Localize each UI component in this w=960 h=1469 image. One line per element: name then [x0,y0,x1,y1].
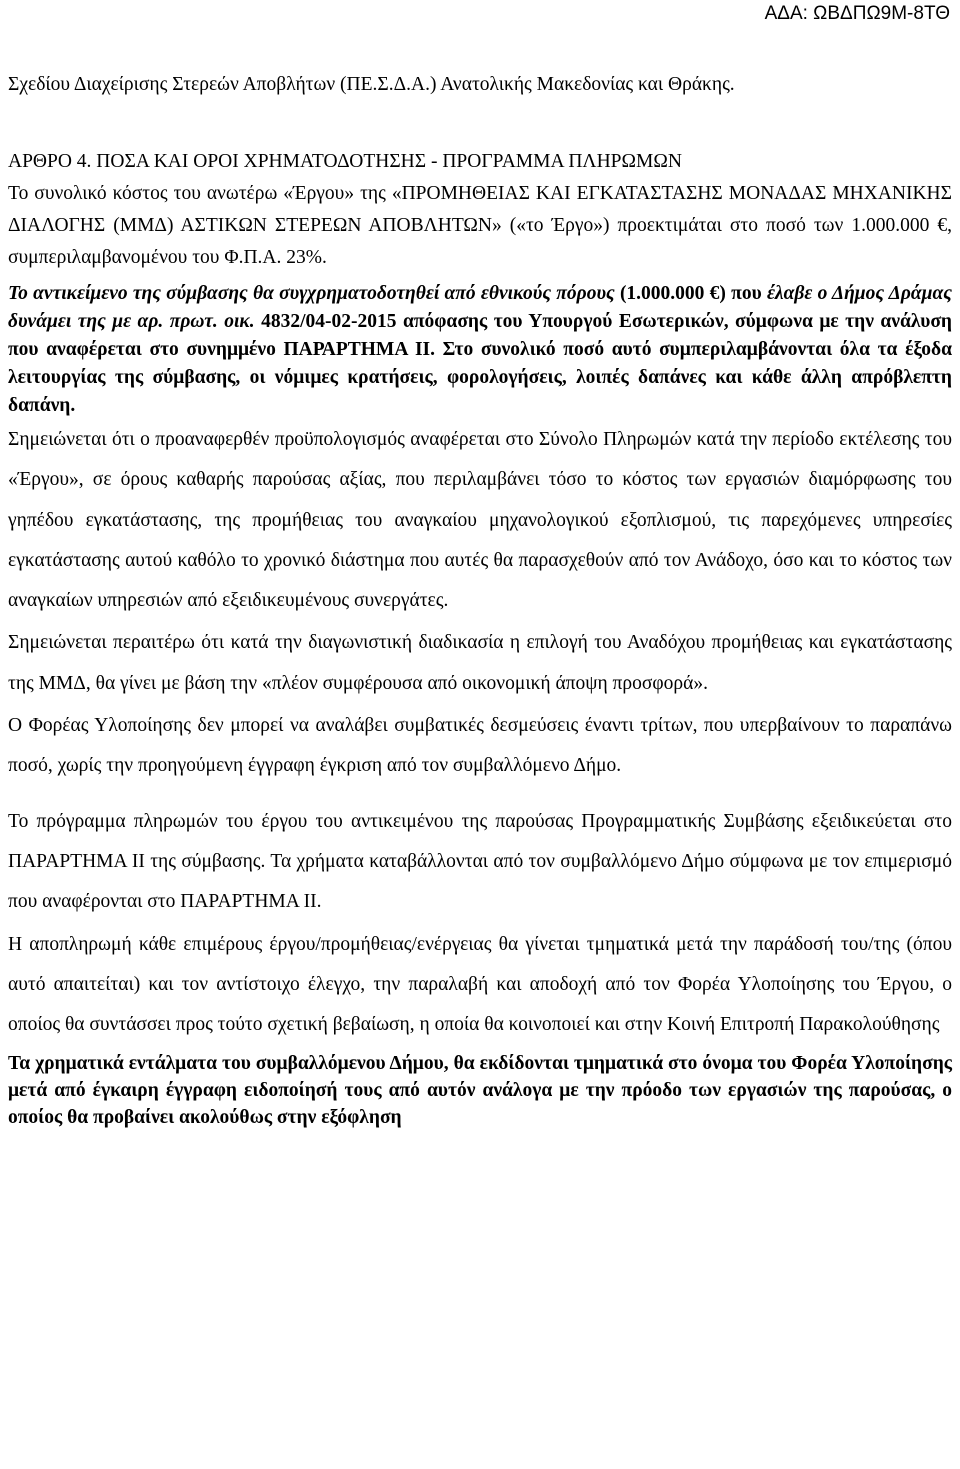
project-name: «ΠΡΟΜΗΘΕΙΑΣ ΚΑΙ ΕΓΚΑΤΑΣΤΑΣΗΣ ΜΟΝΑΔΑΣ ΜΗΧΑΝΙΚΗΣ ΔΙΑΛΟΓΗΣ (ΜΜΔ) ΑΣΤΙΚΩΝ ΣΤΕΡΕΩΝ ΑΠΟΒΛΗΤΩΝ» («το Έργο») [8,183,952,236]
funding-italic-2: έλαβε ο Δήμος Δράμας δυνάμει της με αρ. πρωτ. οικ. [8,283,952,332]
funding-italic-1: Το αντικείμενο της σύμβασης θα συγχρηματοδοτηθεί από εθνικούς πόρους [8,283,615,304]
funding-plain-1: (1.000.000 €) που [614,283,767,304]
document-body [8,70,952,1131]
ada-code: ΑΔΑ: ΩΒΔΠΩ9Μ-8ΤΘ [764,3,950,24]
final-bold-paragraph: Τα χρηματικά εντάλματα του συμβαλλόμενου Δήμου, θα εκδίδονται τμηματικά στο όνομα του Φορέα Υλοποίησης μετά από έγκαιρη έγγραφη ειδοποίησή τους από αυτόν ανάλογα με την πρόοδο των εργασιών της παρούσας, ο οποίος θα προβαίνει ακολούθως στην εξόφληση [8,1053,952,1129]
limit-note-paragraph: Ο Φορέας Υλοποίησης δεν μπορεί να αναλάβει συμβατικές δεσμεύσεις έναντι τρίτων, που υπερβαίνουν το παραπάνω ποσό, χωρίς την προηγούμενη έγγραφη έγκριση από τον συμβαλλόμενο Δήμο. [8,715,952,777]
cost-text-start: Το συνολικό κόστος του ανωτέρω «Έργου» της [8,183,392,204]
selection-note-paragraph: Σημειώνεται περαιτέρω ότι κατά την διαγωνιστική διαδικασία η επιλογή του Αναδόχου προμήθειας και εγκατάστασης της ΜΜΔ, θα γίνει με βάση την «πλέον συμφέρουσα από οικονομική άποψη προσφορά». [8,632,952,694]
cost-paragraph [8,146,952,274]
funding-plain-3: . Στο συνολικό ποσό αυτό συμπεριλαμβάνονται όλα τα έξοδα λειτουργίας της σύμβασης, οι νόμιμες κρατήσεις, φορολογήσεις, λοιπές δαπάνες και κάθε άλλη απρόβλεπτη δαπάνη. [8,339,953,416]
funding-plain-2: 4832/04-02-2015 απόφασης του Υπουργού Εσωτερικών, σύμφωνα με την ανάλυση που αναφέρεται στο συνημμένο ΠΑΡΑΡΤΗΜΑ ΙΙ [8,311,953,360]
budget-note-paragraph: Σημειώνεται ότι ο προαναφερθέν προϋπολογισμός αναφέρεται στο Σύνολο Πληρωμών κατά την περίοδο εκτέλεσης του «Έργου», σε όρους καθαρής παρούσας αξίας, που περιλαμβάνει τόσο το κόστος των εργασιών διαμόρφωσης του γηπέδου εγκατάστασης, της προμήθειας του αναγκαίου μηχανολογικού εξοπλισμού, τις παρεχόμενες υπηρεσίες εγκατάστασης αυτού καθόλο το χρονικό διάστημα που αυτές θα παρασχεθούν από τον Ανάδοχο, όσο και το κόστος των αναγκαίων υπηρεσιών από εξειδικευμένους συνεργάτες. [8,429,952,612]
payment-condition-paragraph: Η αποπληρωμή κάθε επιμέρους έργου/προμήθειας/ενέργειας θα γίνεται τμηματικά μετά την παράδοσή του/της (όπου αυτό απαιτείται) και τον αντίστοιχο έλεγχο, την παραλαβή και αποδοχή από τον Φορέα Υλοποίησης του Έργου, ο οποίος θα συντάσσει προς τούτο σχετική βεβαίωση, η οποία θα κοινοποιεί και στην Κοινή Επιτροπή Παρακολούθησης [8,933,952,1036]
article-title: ΑΡΘΡΟ 4. ΠΟΣΑ ΚΑΙ ΟΡΟΙ ΧΡΗΜΑΤΟΔΟΤΗΣΗΣ - ΠΡΟΓΡΑΜΜΑ ΠΛΗΡΩΜΩΝ [8,151,682,172]
intro-paragraph: Σχεδίου Διαχείρισης Στερεών Αποβλήτων (ΠΕ.Σ.Δ.Α.) Ανατολικής Μακεδονίας και Θράκης. [8,74,735,95]
payment-program-paragraph: Το πρόγραμμα πληρωμών του έργου του αντικειμένου της παρούσας Προγραμματικής Συμβάσης εξειδικεύεται στο ΠΑΡΑΡΤΗΜΑ ΙΙ της σύμβασης. Τα χρήματα καταβάλλονται από τον συμβαλλόμενο Δήμο σύμφωνα με τον επιμερισμό που αναφέρονται στο ΠΑΡΑΡΤΗΜΑ ΙΙ. [8,810,952,913]
cost-text-end: προεκτιμάται στο ποσό των 1.000.000 €, συμπεριλαμβανομένου του Φ.Π.Α. 23%. [8,215,952,268]
funding-paragraph [8,280,952,420]
